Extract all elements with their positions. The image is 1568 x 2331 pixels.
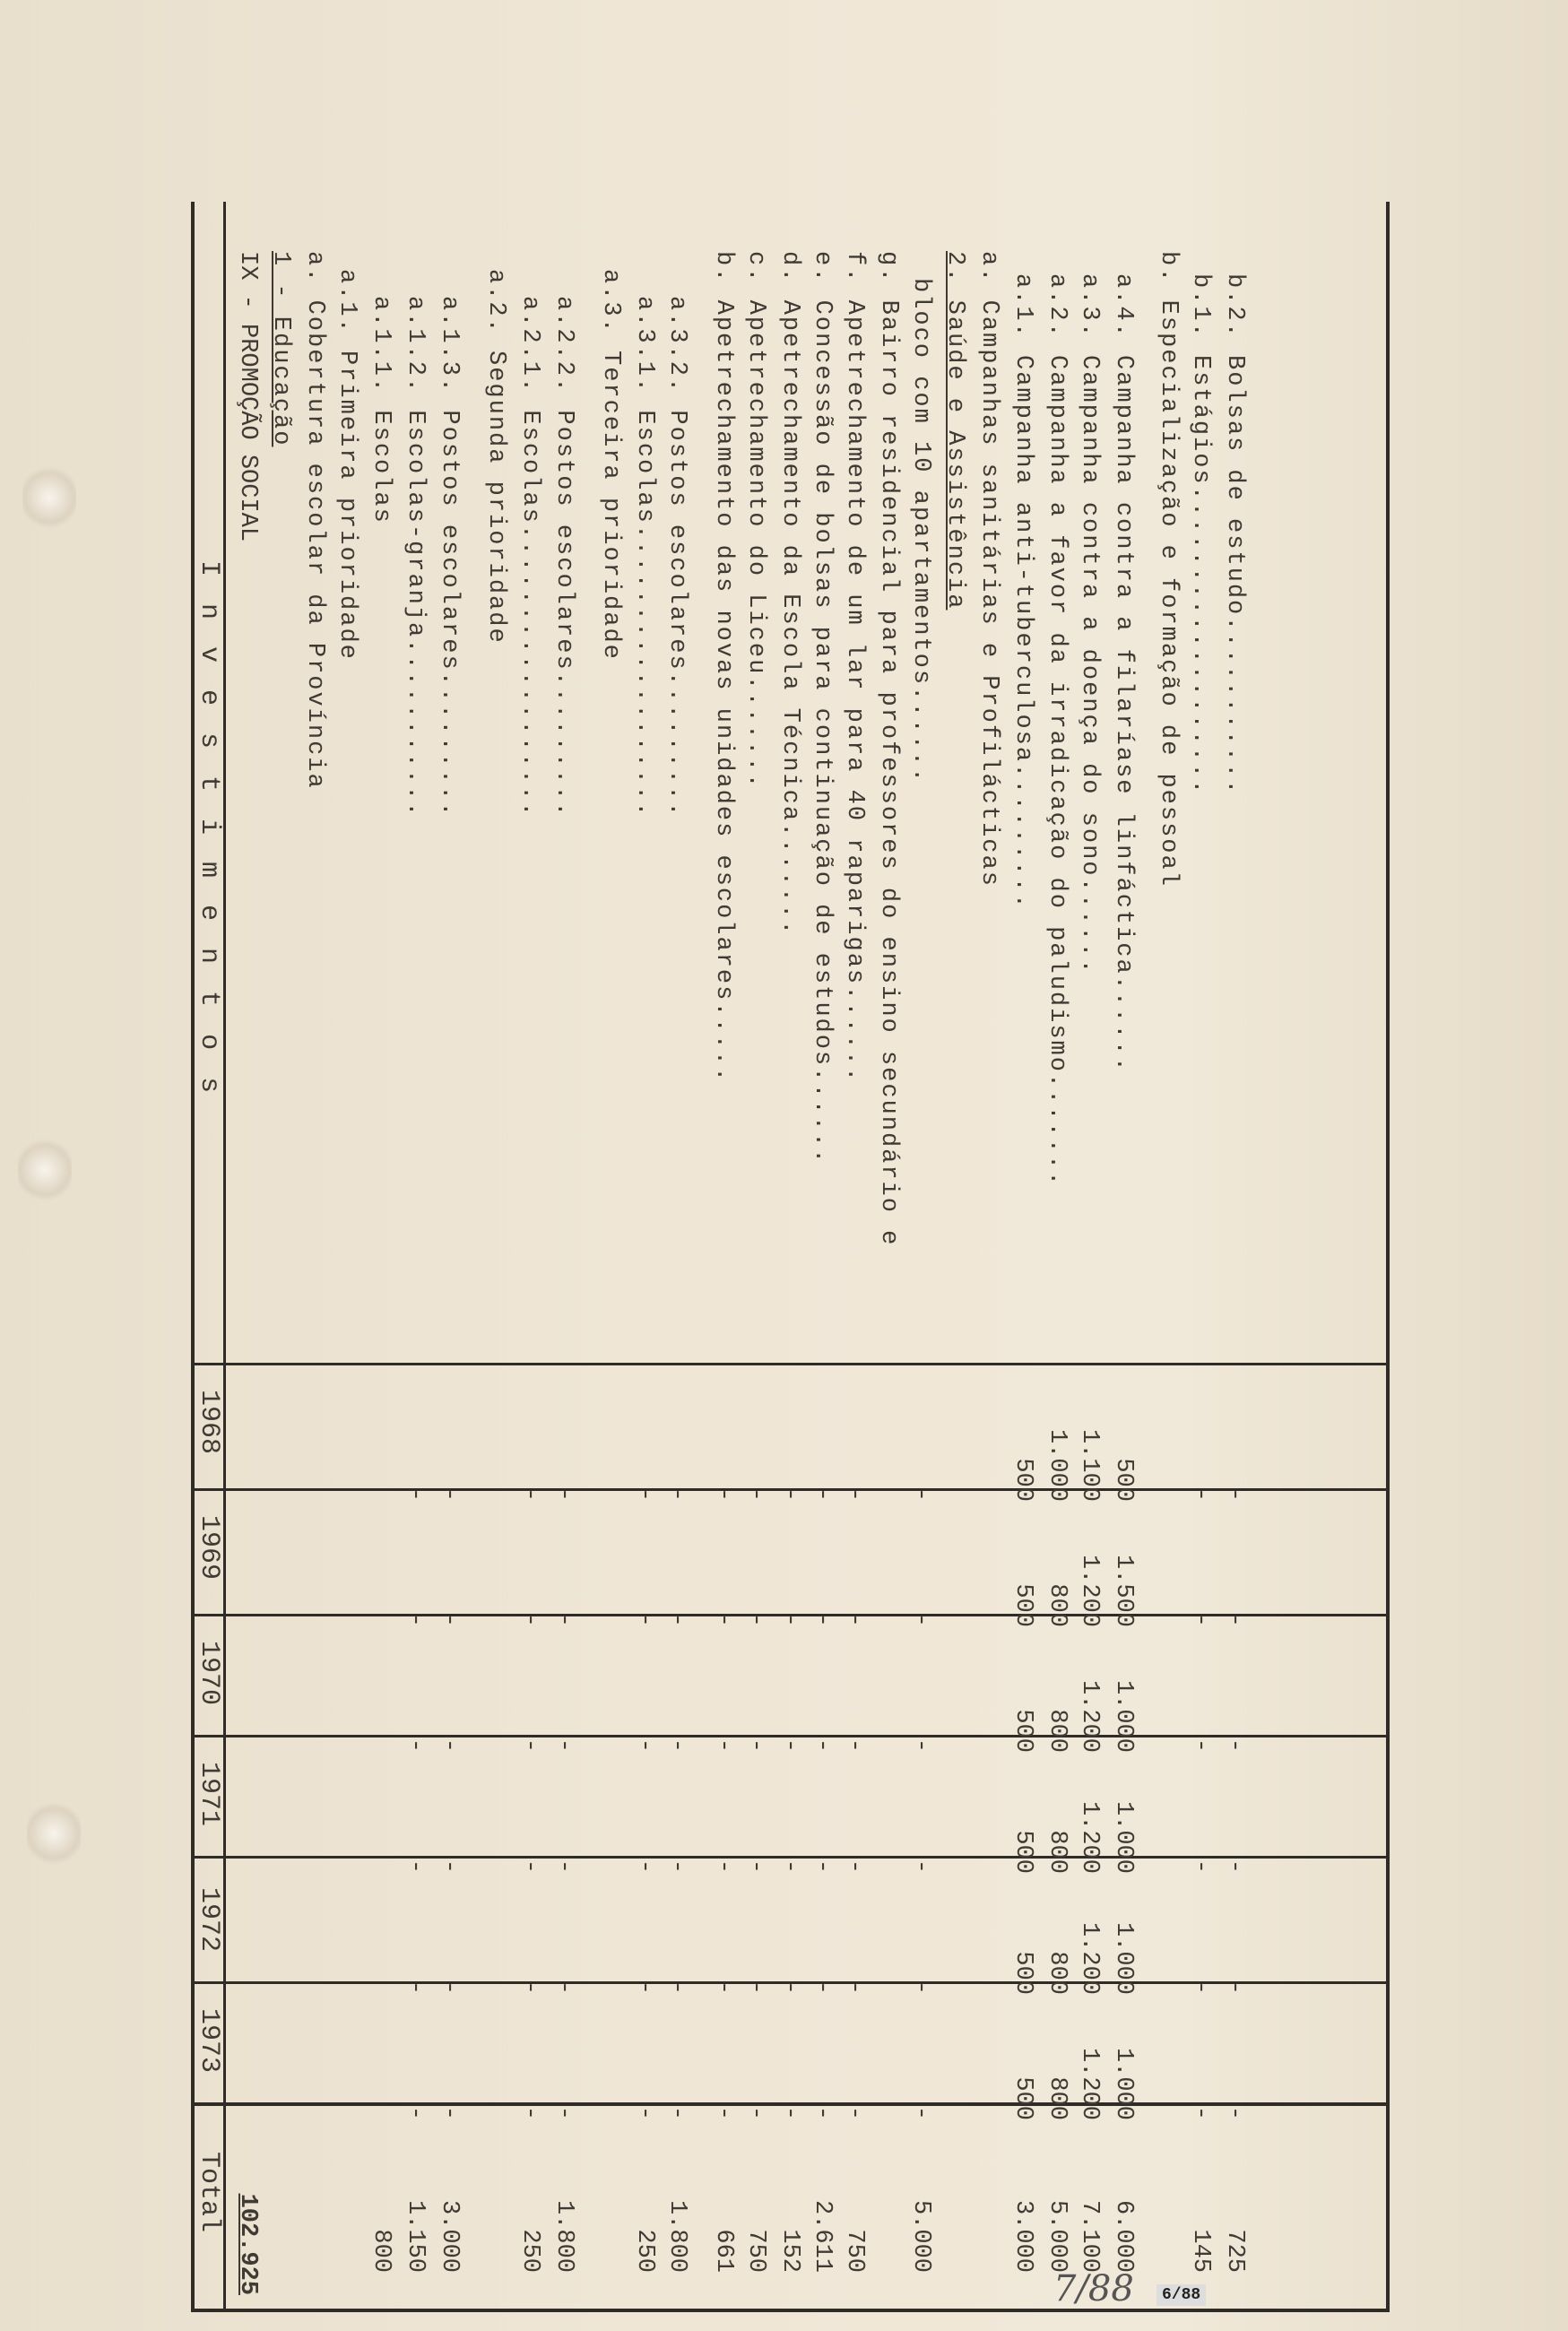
row-cell-1969: 800 xyxy=(1044,1583,1070,1627)
row-cell-1968: - xyxy=(742,1486,769,1502)
row-cell-1972 xyxy=(330,1878,364,1995)
row-cell-1969: - xyxy=(436,1612,463,1627)
row-cell-1973: - xyxy=(631,2105,658,2120)
row-cell-1971 xyxy=(871,1757,905,1874)
row-cell-1972 xyxy=(871,1878,905,1995)
row-label: b.1. Estágios................... xyxy=(1187,273,1214,796)
row-cell-1970 xyxy=(364,1636,398,1753)
row-cell-1973: - xyxy=(809,2105,836,2120)
grand-total: 102.925 xyxy=(234,2193,261,2295)
row-cell-1970: - xyxy=(809,1737,836,1753)
row-label: a. Campanhas sanitárias e Profilácticas xyxy=(975,251,1002,888)
row-cell-1968 xyxy=(593,1385,628,1502)
table-row xyxy=(628,202,662,2318)
row-cell-1968: 1.100 xyxy=(1076,1428,1103,1502)
row-cell-1972 xyxy=(264,1878,298,1995)
row-cell-1969 xyxy=(1151,1511,1185,1627)
row-cell-1968 xyxy=(1151,1385,1185,1502)
row-cell-1968: 500 xyxy=(1110,1458,1137,1502)
row-cell-1970 xyxy=(330,1636,364,1753)
row-cell-1970: - xyxy=(402,1737,429,1753)
row-cell-1969: - xyxy=(742,1612,769,1627)
table-row xyxy=(1183,202,1217,2318)
year-1972: 1972 xyxy=(194,1887,224,1953)
row-label: bloco com 10 apartamentos...... xyxy=(907,278,934,784)
row-cell-1973 xyxy=(479,2004,513,2120)
row-cell-1972: - xyxy=(550,1980,577,1995)
row-cell-1970: - xyxy=(841,1737,868,1753)
row-total: 250 xyxy=(631,2229,658,2273)
row-cell-1973 xyxy=(264,2004,298,2120)
row-label: e. Concessão de bolsas para continuação de estudos...... xyxy=(809,251,836,1166)
row-cell-1970: - xyxy=(1221,1737,1248,1753)
table-row xyxy=(547,202,581,2318)
row-total: 250 xyxy=(516,2229,543,2273)
row-cell-1968: - xyxy=(1221,1486,1248,1502)
row-total xyxy=(593,2156,628,2273)
table-row xyxy=(871,202,905,2318)
row-cell-1971 xyxy=(1151,1757,1185,1874)
row-cell-1968 xyxy=(330,1385,364,1502)
row-cell-1971: - xyxy=(841,1859,868,1874)
row-label: b. Apetrechamento das novas unidades escolares..... xyxy=(710,251,737,1084)
row-cell-1968 xyxy=(298,1385,332,1502)
investment-table xyxy=(161,202,1390,2318)
row-cell-1968: - xyxy=(436,1486,463,1502)
row-cell-1969 xyxy=(972,1511,1006,1627)
row-cell-1973: 1.200 xyxy=(1076,2047,1103,2120)
row-cell-1973 xyxy=(330,2004,364,2120)
row-cell-1969: - xyxy=(841,1612,868,1627)
row-cell-1972: - xyxy=(631,1980,658,1995)
row-cell-1972: - xyxy=(776,1980,803,1995)
row-total xyxy=(264,2156,298,2273)
row-cell-1973: - xyxy=(402,2105,429,2120)
row-cell-1968: - xyxy=(516,1486,543,1502)
table-bottom-rule xyxy=(191,202,195,2309)
row-total: 750 xyxy=(841,2229,868,2273)
table-row xyxy=(298,202,332,2318)
row-cell-1971: - xyxy=(776,1859,803,1874)
year-1970: 1970 xyxy=(194,1641,224,1706)
row-cell-1970: 500 xyxy=(1009,1709,1036,1753)
row-cell-1973: 800 xyxy=(1044,2076,1070,2120)
page-stamp: 6/88 xyxy=(1157,2284,1206,2306)
row-cell-1970: - xyxy=(1187,1737,1214,1753)
margin-note: 7/88 xyxy=(1053,2268,1134,2309)
row-cell-1971 xyxy=(972,1757,1006,1874)
row-cell-1973 xyxy=(1151,2004,1185,2120)
row-cell-1968: - xyxy=(710,1486,737,1502)
row-cell-1973: - xyxy=(742,2105,769,2120)
row-total xyxy=(479,2156,513,2273)
row-cell-1973 xyxy=(938,2004,972,2120)
row-cell-1969: - xyxy=(631,1612,658,1627)
row-label: a.2.2. Postos escolares......... xyxy=(550,296,577,819)
table-row xyxy=(1217,202,1252,2318)
row-total xyxy=(871,2156,905,2273)
staple-hole-bottom xyxy=(27,1802,81,1865)
row-cell-1969 xyxy=(479,1511,513,1627)
row-cell-1969: 1.200 xyxy=(1076,1554,1103,1627)
table-row xyxy=(432,202,466,2318)
row-cell-1970 xyxy=(972,1636,1006,1753)
row-cell-1973: - xyxy=(776,2105,803,2120)
row-cell-1972: - xyxy=(710,1980,737,1995)
row-cell-1970: - xyxy=(631,1737,658,1753)
total-header: Total xyxy=(194,2152,224,2233)
row-cell-1969: - xyxy=(809,1612,836,1627)
row-cell-1972 xyxy=(298,1878,332,1995)
row-label: c. Apetrechamento do Liceu....... xyxy=(742,251,769,790)
row-cell-1968: - xyxy=(776,1486,803,1502)
row-cell-1970: - xyxy=(776,1737,803,1753)
row-cell-1969: 1.500 xyxy=(1110,1554,1137,1627)
row-cell-1973: - xyxy=(1187,2105,1214,2120)
row-label: 1 - Educação xyxy=(267,251,294,447)
row-cell-1969: - xyxy=(663,1612,690,1627)
row-total xyxy=(1151,2156,1185,2273)
row-total: 6.000 xyxy=(1110,2199,1137,2273)
row-cell-1971: 800 xyxy=(1044,1830,1070,1874)
year-1971: 1971 xyxy=(194,1762,224,1827)
row-label: a.4. Campanha contra a filaríase linfáctica...... xyxy=(1110,273,1137,1073)
table-row xyxy=(938,202,972,2318)
row-cell-1971: 500 xyxy=(1009,1830,1036,1874)
table-row xyxy=(805,202,839,2318)
row-total: 661 xyxy=(710,2229,737,2273)
row-cell-1972: - xyxy=(841,1980,868,1995)
row-cell-1973: - xyxy=(907,2105,934,2120)
row-total xyxy=(972,2156,1006,2273)
table-row xyxy=(1151,202,1185,2318)
row-cell-1970 xyxy=(298,1636,332,1753)
row-cell-1971: - xyxy=(402,1859,429,1874)
row-cell-1971 xyxy=(298,1757,332,1874)
section-row xyxy=(230,202,264,2318)
table-row xyxy=(513,202,547,2318)
row-cell-1970: - xyxy=(663,1737,690,1753)
table-row xyxy=(1040,202,1074,2318)
table-row xyxy=(739,202,773,2318)
row-label: a.1. Primeira prioridade xyxy=(334,269,360,661)
row-cell-1972: - xyxy=(1187,1980,1214,1995)
row-cell-1968: 1.000 xyxy=(1044,1428,1070,1502)
row-total: 5.000 xyxy=(907,2199,934,2273)
row-cell-1969 xyxy=(298,1511,332,1627)
row-total: 725 xyxy=(1221,2229,1248,2273)
row-cell-1973 xyxy=(871,2004,905,2120)
row-total: 152 xyxy=(776,2229,803,2273)
row-cell-1968 xyxy=(264,1385,298,1502)
row-cell-1973 xyxy=(593,2004,628,2120)
row-cell-1970: 1.200 xyxy=(1076,1679,1103,1753)
row-cell-1968: - xyxy=(907,1486,934,1502)
row-cell-1968 xyxy=(364,1385,398,1502)
row-cell-1971 xyxy=(264,1757,298,1874)
row-cell-1973 xyxy=(972,2004,1006,2120)
row-total: 1.800 xyxy=(663,2199,690,2273)
row-cell-1971 xyxy=(479,1757,513,1874)
row-cell-1972: - xyxy=(1221,1980,1248,1995)
year-1969: 1969 xyxy=(194,1515,224,1581)
row-cell-1971 xyxy=(593,1757,628,1874)
row-label: f. Apetrechamento de um lar para 40 raparigas...... xyxy=(841,251,868,1084)
row-cell-1969 xyxy=(330,1511,364,1627)
row-cell-1973: - xyxy=(841,2105,868,2120)
row-label: d. Apetrechamento da Escola Técnica....... xyxy=(776,251,803,937)
row-cell-1972: 500 xyxy=(1009,1951,1036,1995)
row-label: a.3.1. Escolas.................. xyxy=(631,296,658,819)
table-top-rule xyxy=(1386,202,1390,2309)
table-row xyxy=(1006,202,1040,2318)
row-cell-1968: - xyxy=(631,1486,658,1502)
row-total: 3.000 xyxy=(436,2199,463,2273)
row-cell-1971: 1.000 xyxy=(1110,1800,1137,1874)
table-row xyxy=(330,202,364,2318)
row-label: a.2. Campanha a favor da irradicação do paludismo....... xyxy=(1044,273,1070,1188)
row-label: 2. Saúde e Assistência xyxy=(941,251,968,611)
row-cell-1970 xyxy=(264,1636,298,1753)
row-cell-1969 xyxy=(938,1511,972,1627)
row-label: a.1. Campanha anti-tuberculosa......... xyxy=(1009,273,1036,910)
row-cell-1971: - xyxy=(1221,1859,1248,1874)
row-cell-1968 xyxy=(972,1385,1006,1502)
row-cell-1973: - xyxy=(516,2105,543,2120)
row-label: b.2. Bolsas de estudo........... xyxy=(1221,273,1248,796)
row-cell-1969 xyxy=(264,1511,298,1627)
row-cell-1971: 1.200 xyxy=(1076,1800,1103,1874)
row-label: g. Bairro residencial para professores do ensino secundário e xyxy=(875,251,902,1247)
row-cell-1972: - xyxy=(742,1980,769,1995)
staple-hole-top xyxy=(22,466,76,529)
row-cell-1972: - xyxy=(663,1980,690,1995)
section-title: IX - PROMOÇÃO SOCIAL xyxy=(234,251,261,542)
row-cell-1972: 1.200 xyxy=(1076,1921,1103,1995)
row-cell-1969: - xyxy=(776,1612,803,1627)
row-cell-1971 xyxy=(364,1757,398,1874)
row-total: 145 xyxy=(1187,2229,1214,2273)
row-cell-1973 xyxy=(364,2004,398,2120)
row-cell-1972 xyxy=(938,1878,972,1995)
row-cell-1969: - xyxy=(1221,1612,1248,1627)
row-cell-1973: - xyxy=(436,2105,463,2120)
row-cell-1971: - xyxy=(436,1859,463,1874)
row-label: a.1.3. Postos escolares......... xyxy=(436,296,463,819)
table-row xyxy=(264,202,298,2318)
row-cell-1969: - xyxy=(402,1612,429,1627)
row-cell-1972: 800 xyxy=(1044,1951,1070,1995)
table-row xyxy=(1106,202,1140,2318)
row-cell-1968: - xyxy=(663,1486,690,1502)
row-cell-1968: - xyxy=(809,1486,836,1502)
row-label: a. Cobertura escolar da Província xyxy=(301,251,328,790)
row-cell-1973 xyxy=(298,2004,332,2120)
row-label: a.1.2. Escolas-granja........... xyxy=(402,296,429,819)
row-cell-1971: - xyxy=(742,1859,769,1874)
row-cell-1972: - xyxy=(907,1980,934,1995)
row-cell-1971: - xyxy=(710,1859,737,1874)
row-cell-1969 xyxy=(364,1511,398,1627)
row-cell-1971: - xyxy=(1187,1859,1214,1874)
row-cell-1973: - xyxy=(550,2105,577,2120)
table-row xyxy=(660,202,694,2318)
row-cell-1968: 500 xyxy=(1009,1458,1036,1502)
table-row xyxy=(364,202,398,2318)
row-total: 750 xyxy=(742,2229,769,2273)
row-cell-1969: - xyxy=(1187,1612,1214,1627)
row-total: 800 xyxy=(368,2229,394,2273)
row-cell-1972: - xyxy=(402,1980,429,1995)
row-cell-1970 xyxy=(1151,1636,1185,1753)
row-cell-1971: - xyxy=(516,1859,543,1874)
table-row xyxy=(972,202,1006,2318)
row-total: 2.611 xyxy=(809,2199,836,2273)
row-label: a.3.2. Postos escolares......... xyxy=(663,296,690,819)
row-cell-1969 xyxy=(593,1511,628,1627)
row-cell-1968: - xyxy=(1187,1486,1214,1502)
row-cell-1969 xyxy=(871,1511,905,1627)
row-cell-1972 xyxy=(593,1878,628,1995)
row-cell-1970 xyxy=(479,1636,513,1753)
row-cell-1971: - xyxy=(809,1859,836,1874)
row-cell-1970: 800 xyxy=(1044,1709,1070,1753)
row-cell-1973: - xyxy=(710,2105,737,2120)
row-cell-1970: - xyxy=(907,1737,934,1753)
row-cell-1970 xyxy=(593,1636,628,1753)
row-total: 1.150 xyxy=(402,2199,429,2273)
row-label: a.3. Terceira prioridade xyxy=(597,269,624,661)
year-1968: 1968 xyxy=(194,1390,224,1455)
header-separator xyxy=(223,202,226,2309)
row-cell-1970: - xyxy=(516,1737,543,1753)
row-cell-1970: - xyxy=(550,1737,577,1753)
row-cell-1971 xyxy=(330,1757,364,1874)
row-total: 5.000 xyxy=(1044,2199,1070,2273)
row-cell-1972 xyxy=(364,1878,398,1995)
row-label: a.2. Segunda prioridade xyxy=(482,269,509,645)
row-cell-1969: - xyxy=(516,1612,543,1627)
row-cell-1972: - xyxy=(516,1980,543,1995)
row-cell-1972: - xyxy=(809,1980,836,1995)
row-cell-1971: - xyxy=(550,1859,577,1874)
table-row xyxy=(773,202,807,2318)
header-title: I n v e s t i m e n t o s xyxy=(194,560,224,1099)
row-cell-1968 xyxy=(938,1385,972,1502)
row-cell-1968 xyxy=(479,1385,513,1502)
row-cell-1973: - xyxy=(663,2105,690,2120)
row-total: 1.800 xyxy=(550,2199,577,2273)
table-row xyxy=(904,202,938,2318)
row-cell-1971 xyxy=(938,1757,972,1874)
row-cell-1972 xyxy=(479,1878,513,1995)
row-cell-1972 xyxy=(1151,1878,1185,1995)
year-1973: 1973 xyxy=(194,2008,224,2074)
row-cell-1973: - xyxy=(1221,2105,1248,2120)
row-label: a.3. Campanha contra a doença do sono...... xyxy=(1076,273,1103,975)
row-cell-1969: 500 xyxy=(1009,1583,1036,1627)
row-cell-1971: - xyxy=(907,1859,934,1874)
row-cell-1971: - xyxy=(663,1859,690,1874)
row-cell-1972: - xyxy=(436,1980,463,1995)
table-row xyxy=(593,202,628,2318)
row-cell-1968: - xyxy=(550,1486,577,1502)
row-cell-1971: - xyxy=(631,1859,658,1874)
row-cell-1969: - xyxy=(550,1612,577,1627)
row-cell-1972: 1.000 xyxy=(1110,1921,1137,1995)
table-row xyxy=(398,202,432,2318)
row-cell-1970 xyxy=(871,1636,905,1753)
row-cell-1970: 1.000 xyxy=(1110,1679,1137,1753)
row-cell-1970: - xyxy=(436,1737,463,1753)
table-row xyxy=(706,202,741,2318)
row-cell-1973: 1.000 xyxy=(1110,2047,1137,2120)
row-cell-1970: - xyxy=(710,1737,737,1753)
row-label: a.2.1. Escolas.................. xyxy=(516,296,543,819)
staple-hole-middle xyxy=(18,1139,72,1201)
row-cell-1970: - xyxy=(742,1737,769,1753)
row-total xyxy=(938,2156,972,2273)
row-total: 3.000 xyxy=(1009,2199,1036,2273)
row-cell-1973: 500 xyxy=(1009,2076,1036,2120)
row-cell-1972 xyxy=(972,1878,1006,1995)
row-label: a.1.1. Escolas xyxy=(368,296,394,524)
row-cell-1968: - xyxy=(841,1486,868,1502)
row-total xyxy=(330,2156,364,2273)
row-total: 7.100 xyxy=(1076,2199,1103,2273)
row-cell-1968 xyxy=(871,1385,905,1502)
row-total xyxy=(298,2156,332,2273)
table-row xyxy=(837,202,871,2318)
row-cell-1969: - xyxy=(710,1612,737,1627)
table-row xyxy=(1072,202,1106,2318)
table-row xyxy=(479,202,513,2318)
row-cell-1969: - xyxy=(907,1612,934,1627)
row-cell-1968: - xyxy=(402,1486,429,1502)
row-label: b. Especialização e formação de pessoal xyxy=(1155,251,1182,888)
row-cell-1970 xyxy=(938,1636,972,1753)
